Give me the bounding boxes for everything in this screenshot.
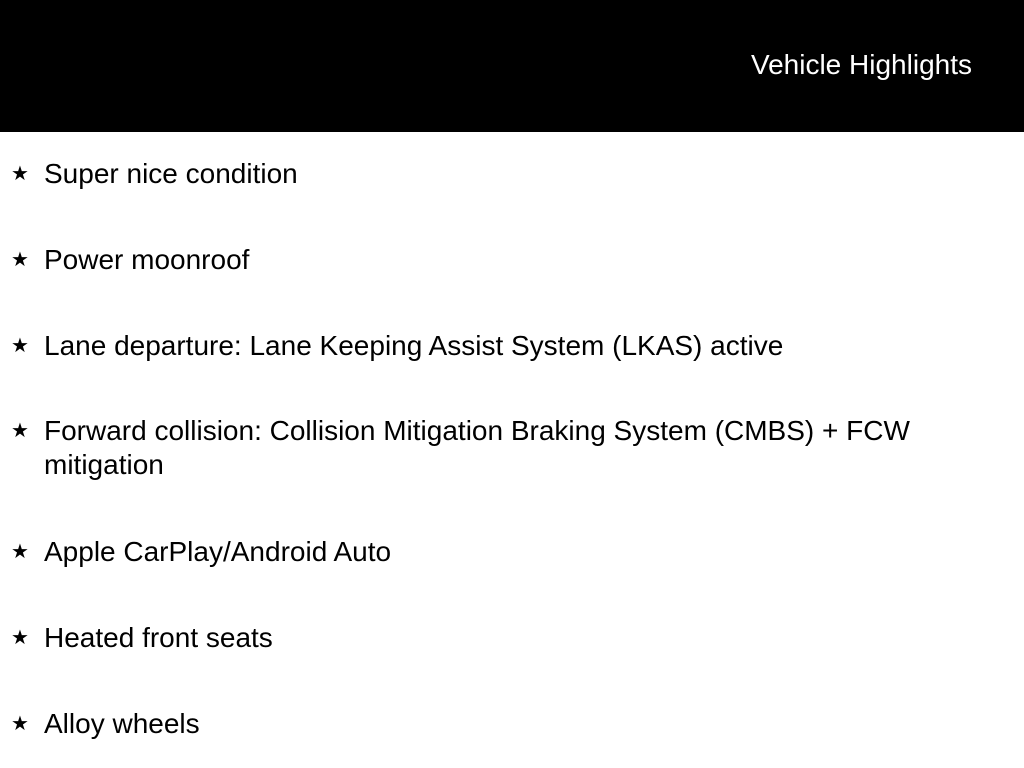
highlight-text: Super nice condition: [44, 158, 298, 189]
list-item: [0, 243, 1000, 277]
header-bar: [0, 0, 1024, 132]
list-item: [0, 535, 1000, 569]
highlight-text: Alloy wheels: [44, 708, 200, 739]
star-icon: ★: [11, 163, 29, 185]
list-item: [0, 621, 1000, 655]
highlight-text: Apple CarPlay/Android Auto: [44, 536, 392, 567]
star-icon: ★: [11, 541, 29, 563]
star-icon: ★: [11, 249, 29, 271]
star-icon: ★: [11, 420, 29, 442]
star-icon: ★: [11, 627, 29, 649]
star-icon: ★: [11, 713, 29, 735]
highlight-text: Heated front seats: [44, 622, 273, 653]
star-icon: ★: [11, 335, 29, 357]
list-item: [0, 707, 1000, 741]
highlight-text: Power moonroof: [44, 244, 250, 275]
highlight-text: Forward collision: Collision Mitigation Braking System (CMBS) + FCW mitigation: [44, 415, 910, 480]
highlight-text: Lane departure: Lane Keeping Assist System (LKAS) active: [44, 330, 784, 361]
page-title: Vehicle Highlights: [750, 49, 972, 80]
list-item: [0, 414, 1000, 482]
list-item: [0, 157, 1000, 191]
list-item: [0, 329, 1000, 363]
